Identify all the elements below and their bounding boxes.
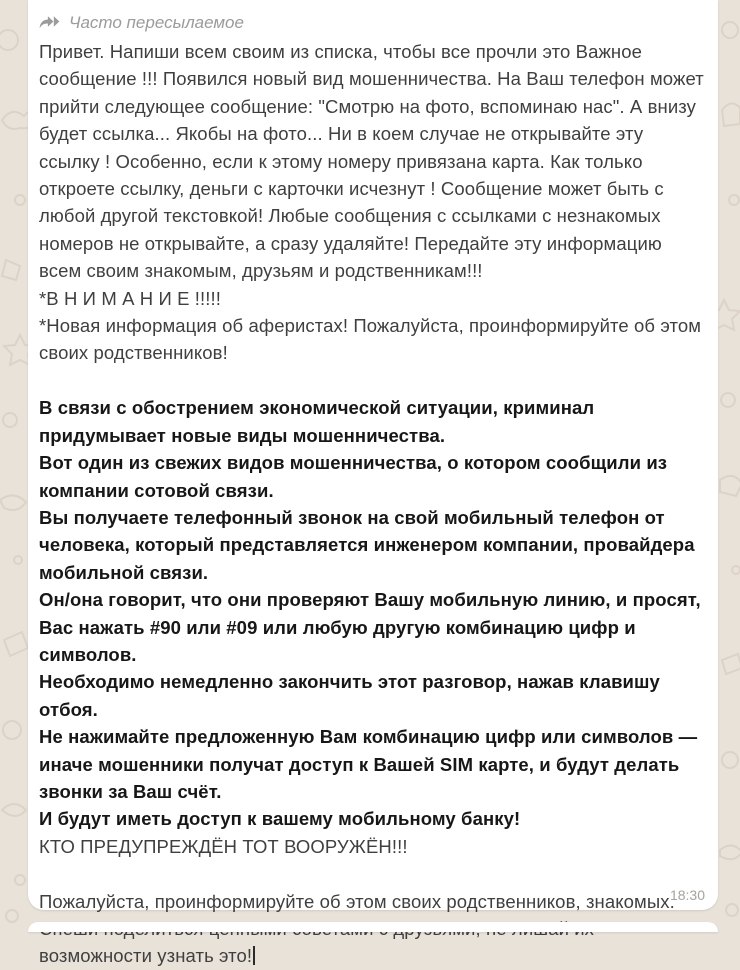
message-line: возможности узнать это! (39, 915, 707, 970)
message-line: Не нажимайте предложенную Вам комбинацию цифр или символов — иначе мошенники получат доступ к Вашей SIM карте, и будут делать звонки за Ваш счёт. (39, 726, 698, 802)
message-bubble[interactable] (28, 0, 718, 967)
message-line: Он/она говорит, что они проверяют Вашу мобильную линию, и просят, Вас нажать #90 или #09 или любую другую комбинацию цифр и символов. (39, 589, 701, 665)
message-line (39, 367, 707, 394)
message-timestamp: 18:30 (669, 887, 705, 903)
forwarded-icon (39, 14, 61, 32)
message-line: Привет. Напиши всем своим из списка, чтобы все прочли это Важное сообщение !!! Появился новый вид мошенничества. На Ваш телефон может прийти следующее сообщение: "Смотрю на фото, вспоминаю нас". А внизу будет ссылка... Якобы на фото... Ни в коем случае не открывайте эту ссылку ! Особенно, если к этому номеру привязана карта. Как только откроете ссылку, деньги с карточки исчезнут ! Сообщение может быть с любой другой текстовкой! Любые сообщения с ссылками с незнакомых номеров не открывайте, а сразу удаляйте! Передайте эту информацию всем своим знакомым, друзьям и родственникам!!! (39, 41, 704, 282)
message-line: *В Н И М А Н И Е !!!!! (39, 287, 221, 309)
message-line: КТО ПРЕДУПРЕЖДЁН ТОТ ВООРУЖЁН!!! (39, 835, 408, 857)
text-cursor (253, 946, 255, 965)
message-line: *Новая информация об аферистах! Пожалуйста, проинформируйте об этом своих родственников! (39, 315, 702, 364)
message-text (39, 38, 707, 970)
next-message-bubble[interactable] (28, 922, 718, 932)
message-line (39, 860, 707, 887)
forwarded-header (39, 10, 707, 36)
message-line: Вы получаете телефонный звонок на свой мобильный телефон от человека, который представляется инженером компании, провайдера мобильной связи. (39, 506, 695, 583)
message-line: И будут иметь доступ к вашему мобильному банку! (39, 808, 521, 830)
message-line: В связи с обострением экономической ситуации, криминал придумывает новые виды мошенничества. (39, 397, 595, 446)
message-line: Необходимо немедленно закончить этот разговор, нажав клавишу отбоя. (39, 671, 660, 720)
message-line: Пожалуйста, проинформируйте об этом своих родственников, знакомых. (39, 890, 675, 912)
message-line: Вот один из свежих видов мошенничества, о котором сообщили из компании сотовой связи. (39, 452, 668, 501)
forwarded-label: Часто пересылаемое (69, 13, 244, 32)
